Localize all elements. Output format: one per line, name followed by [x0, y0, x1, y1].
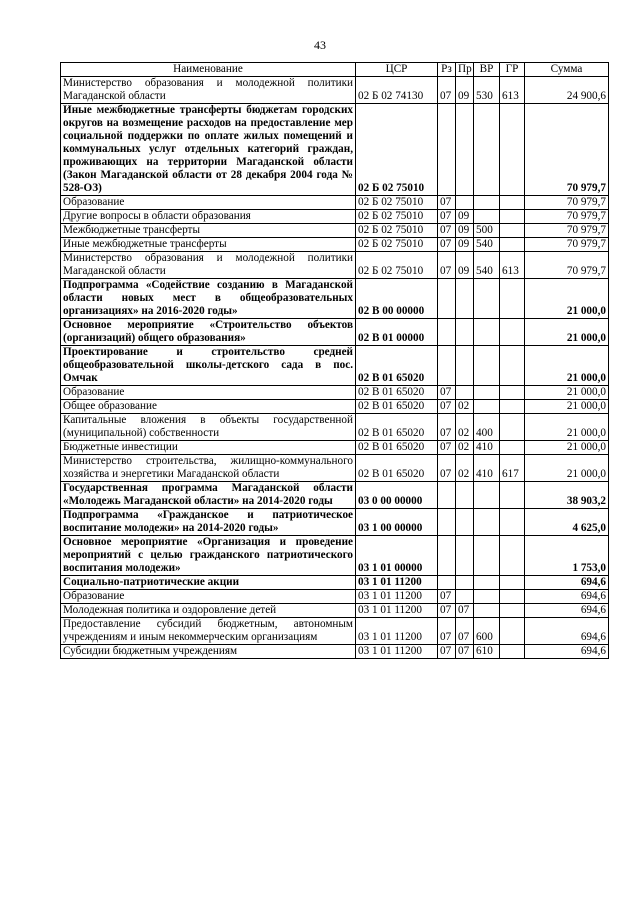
cell-name: Министерство образования и молодежной политики Магаданской области: [61, 252, 356, 279]
cell-rz: [438, 319, 456, 346]
cell-rz: 07: [438, 400, 456, 414]
cell-sum: 21 000,0: [525, 400, 609, 414]
cell-name: Министерство образования и молодежной политики Магаданской области: [61, 77, 356, 104]
cell-vr: [474, 400, 500, 414]
cell-gr: [500, 386, 525, 400]
cell-vr: [474, 386, 500, 400]
cell-vr: [474, 590, 500, 604]
table-row: [61, 346, 609, 386]
cell-sum: 21 000,0: [525, 279, 609, 319]
table-header-row: [61, 63, 609, 77]
cell-code: 02 Б 02 74130: [356, 77, 438, 104]
cell-sum: 694,6: [525, 645, 609, 659]
cell-pr: [456, 536, 474, 576]
cell-sum: 24 900,6: [525, 77, 609, 104]
cell-pr: 09: [456, 224, 474, 238]
header-vr: ВР: [474, 63, 500, 77]
cell-name: Образование: [61, 386, 356, 400]
cell-pr: [456, 319, 474, 346]
table-row: [61, 645, 609, 659]
cell-pr: [456, 590, 474, 604]
cell-name: Молодежная политика и оздоровление детей: [61, 604, 356, 618]
cell-pr: 02: [456, 414, 474, 441]
cell-name: Министерство строительства, жилищно-коммунального хозяйства и энергетики Магаданской области: [61, 455, 356, 482]
cell-pr: 02: [456, 455, 474, 482]
cell-name: Капитальные вложения в объекты государственной (муниципальной) собственности: [61, 414, 356, 441]
header-name: Наименование: [61, 63, 356, 77]
cell-pr: [456, 346, 474, 386]
cell-rz: 07: [438, 224, 456, 238]
header-sum: Сумма: [525, 63, 609, 77]
cell-pr: 07: [456, 604, 474, 618]
cell-gr: [500, 400, 525, 414]
cell-sum: 694,6: [525, 590, 609, 604]
cell-code: 02 В 00 00000: [356, 279, 438, 319]
cell-pr: [456, 196, 474, 210]
cell-vr: [474, 536, 500, 576]
cell-sum: 70 979,7: [525, 104, 609, 196]
cell-vr: [474, 346, 500, 386]
cell-sum: 694,6: [525, 618, 609, 645]
cell-gr: 617: [500, 455, 525, 482]
cell-sum: 694,6: [525, 604, 609, 618]
cell-sum: 70 979,7: [525, 238, 609, 252]
cell-name: Проектирование и строительство средней общеобразовательной школы-детского сада в пос. Омчак: [61, 346, 356, 386]
table-row: [61, 414, 609, 441]
cell-name: Подпрограмма «Содействие созданию в Магаданской области новых мест в общеобразовательных организациях» на 2016-2020 годы»: [61, 279, 356, 319]
cell-name: Социально-патриотические акции: [61, 576, 356, 590]
cell-vr: [474, 509, 500, 536]
cell-code: 02 В 01 65020: [356, 346, 438, 386]
cell-code: 02 Б 02 75010: [356, 252, 438, 279]
cell-vr: 610: [474, 645, 500, 659]
table-row: [61, 618, 609, 645]
table-row: [61, 536, 609, 576]
cell-vr: [474, 482, 500, 509]
cell-code: 02 В 01 65020: [356, 455, 438, 482]
cell-name: Общее образование: [61, 400, 356, 414]
cell-pr: [456, 104, 474, 196]
cell-name: Иные межбюджетные трансферты бюджетам городских округов на возмещение расходов на предоставление мер социальной поддержки по оплате жилых помещений и коммунальных услуг отдельных категорий граждан, проживающих на территории Магаданской области (Закон Магаданской области от 28 декабря 2004 года № 528-ОЗ): [61, 104, 356, 196]
cell-pr: 09: [456, 210, 474, 224]
cell-vr: [474, 210, 500, 224]
cell-sum: 21 000,0: [525, 414, 609, 441]
table-row: [61, 319, 609, 346]
cell-name: Предоставление субсидий бюджетным, автономным учреждениям и иным некоммерческим организациям: [61, 618, 356, 645]
table-row: [61, 576, 609, 590]
cell-sum: 21 000,0: [525, 319, 609, 346]
cell-gr: [500, 618, 525, 645]
table-row: [61, 279, 609, 319]
table-row: [61, 482, 609, 509]
cell-code: 03 1 01 11200: [356, 645, 438, 659]
cell-gr: [500, 196, 525, 210]
header-code: ЦСР: [356, 63, 438, 77]
cell-code: 03 1 01 11200: [356, 604, 438, 618]
cell-name: Основное мероприятие «Строительство объектов (организаций) общего образования»: [61, 319, 356, 346]
cell-pr: 09: [456, 238, 474, 252]
cell-sum: 21 000,0: [525, 455, 609, 482]
cell-gr: [500, 604, 525, 618]
cell-gr: [500, 279, 525, 319]
table-row: [61, 238, 609, 252]
cell-vr: [474, 279, 500, 319]
cell-rz: 07: [438, 386, 456, 400]
table-row: [61, 77, 609, 104]
cell-rz: [438, 104, 456, 196]
cell-rz: 07: [438, 210, 456, 224]
cell-gr: [500, 576, 525, 590]
cell-rz: [438, 279, 456, 319]
cell-name: Государственная программа Магаданской области «Молодежь Магаданской области» на 2014-2020 годы: [61, 482, 356, 509]
cell-sum: 38 903,2: [525, 482, 609, 509]
cell-pr: 09: [456, 77, 474, 104]
cell-name: Образование: [61, 196, 356, 210]
cell-rz: 07: [438, 604, 456, 618]
cell-vr: 500: [474, 224, 500, 238]
cell-vr: 400: [474, 414, 500, 441]
cell-code: 02 Б 02 75010: [356, 224, 438, 238]
cell-pr: [456, 482, 474, 509]
table-row: [61, 400, 609, 414]
cell-pr: 07: [456, 645, 474, 659]
cell-code: 03 1 01 11200: [356, 590, 438, 604]
cell-pr: 02: [456, 400, 474, 414]
cell-name: Образование: [61, 590, 356, 604]
cell-vr: 600: [474, 618, 500, 645]
cell-rz: 07: [438, 196, 456, 210]
cell-rz: 07: [438, 441, 456, 455]
table-row: [61, 455, 609, 482]
cell-vr: 540: [474, 238, 500, 252]
table-row: [61, 509, 609, 536]
cell-sum: 4 625,0: [525, 509, 609, 536]
cell-pr: [456, 509, 474, 536]
cell-rz: 07: [438, 252, 456, 279]
cell-name: Другие вопросы в области образования: [61, 210, 356, 224]
cell-rz: 07: [438, 590, 456, 604]
cell-vr: [474, 576, 500, 590]
page-number: 43: [314, 38, 326, 52]
header-pr: Пр: [456, 63, 474, 77]
cell-pr: 02: [456, 441, 474, 455]
budget-table: [60, 62, 609, 659]
cell-code: 02 В 01 00000: [356, 319, 438, 346]
table-row: [61, 196, 609, 210]
cell-code: 03 0 00 00000: [356, 482, 438, 509]
cell-rz: 07: [438, 455, 456, 482]
table-row: [61, 224, 609, 238]
cell-code: 02 Б 02 75010: [356, 196, 438, 210]
cell-sum: 70 979,7: [525, 210, 609, 224]
cell-code: 02 Б 02 75010: [356, 104, 438, 196]
cell-code: 02 В 01 65020: [356, 400, 438, 414]
cell-code: 03 1 01 11200: [356, 576, 438, 590]
cell-pr: [456, 279, 474, 319]
cell-vr: 410: [474, 455, 500, 482]
table-row: [61, 590, 609, 604]
table-row: [61, 441, 609, 455]
cell-code: 02 Б 02 75010: [356, 238, 438, 252]
cell-gr: 613: [500, 77, 525, 104]
cell-name: Основное мероприятие «Организация и проведение мероприятий с целью гражданского патриотического воспитания молодежи»: [61, 536, 356, 576]
cell-gr: [500, 238, 525, 252]
cell-rz: [438, 509, 456, 536]
cell-pr: 07: [456, 618, 474, 645]
table-row: [61, 210, 609, 224]
cell-name: Подпрограмма «Гражданское и патриотическое воспитание молодежи» на 2014-2020 годы»: [61, 509, 356, 536]
cell-pr: [456, 576, 474, 590]
cell-code: 02 Б 02 75010: [356, 210, 438, 224]
cell-sum: 21 000,0: [525, 346, 609, 386]
cell-name: Иные межбюджетные трансферты: [61, 238, 356, 252]
cell-vr: 530: [474, 77, 500, 104]
cell-rz: [438, 346, 456, 386]
cell-rz: 07: [438, 645, 456, 659]
table-row: [61, 386, 609, 400]
cell-gr: 613: [500, 252, 525, 279]
cell-rz: 07: [438, 618, 456, 645]
cell-name: Межбюджетные трансферты: [61, 224, 356, 238]
cell-vr: 410: [474, 441, 500, 455]
cell-gr: [500, 645, 525, 659]
cell-rz: [438, 576, 456, 590]
cell-gr: [500, 210, 525, 224]
cell-rz: 07: [438, 414, 456, 441]
cell-sum: 1 753,0: [525, 536, 609, 576]
cell-code: 02 В 01 65020: [356, 386, 438, 400]
cell-gr: [500, 509, 525, 536]
cell-gr: [500, 536, 525, 576]
cell-rz: [438, 482, 456, 509]
cell-name: Бюджетные инвестиции: [61, 441, 356, 455]
cell-sum: 21 000,0: [525, 386, 609, 400]
cell-gr: [500, 590, 525, 604]
cell-name: Субсидии бюджетным учреждениям: [61, 645, 356, 659]
cell-gr: [500, 319, 525, 346]
cell-gr: [500, 346, 525, 386]
cell-vr: [474, 104, 500, 196]
cell-sum: 70 979,7: [525, 252, 609, 279]
cell-gr: [500, 104, 525, 196]
cell-sum: 21 000,0: [525, 441, 609, 455]
table-body: [61, 77, 609, 659]
cell-sum: 70 979,7: [525, 196, 609, 210]
header-rz: Рз: [438, 63, 456, 77]
cell-sum: 694,6: [525, 576, 609, 590]
cell-vr: [474, 196, 500, 210]
table-row: [61, 104, 609, 196]
table-row: [61, 604, 609, 618]
cell-code: 02 В 01 65020: [356, 414, 438, 441]
cell-code: 02 В 01 65020: [356, 441, 438, 455]
cell-vr: 540: [474, 252, 500, 279]
cell-vr: [474, 604, 500, 618]
cell-sum: 70 979,7: [525, 224, 609, 238]
cell-rz: 07: [438, 238, 456, 252]
table-row: [61, 252, 609, 279]
header-gr: ГР: [500, 63, 525, 77]
cell-code: 03 1 01 00000: [356, 536, 438, 576]
cell-code: 03 1 01 11200: [356, 618, 438, 645]
cell-rz: [438, 536, 456, 576]
cell-code: 03 1 00 00000: [356, 509, 438, 536]
cell-vr: [474, 319, 500, 346]
cell-rz: 07: [438, 77, 456, 104]
cell-gr: [500, 441, 525, 455]
cell-gr: [500, 414, 525, 441]
cell-pr: [456, 386, 474, 400]
cell-gr: [500, 224, 525, 238]
cell-pr: 09: [456, 252, 474, 279]
cell-gr: [500, 482, 525, 509]
